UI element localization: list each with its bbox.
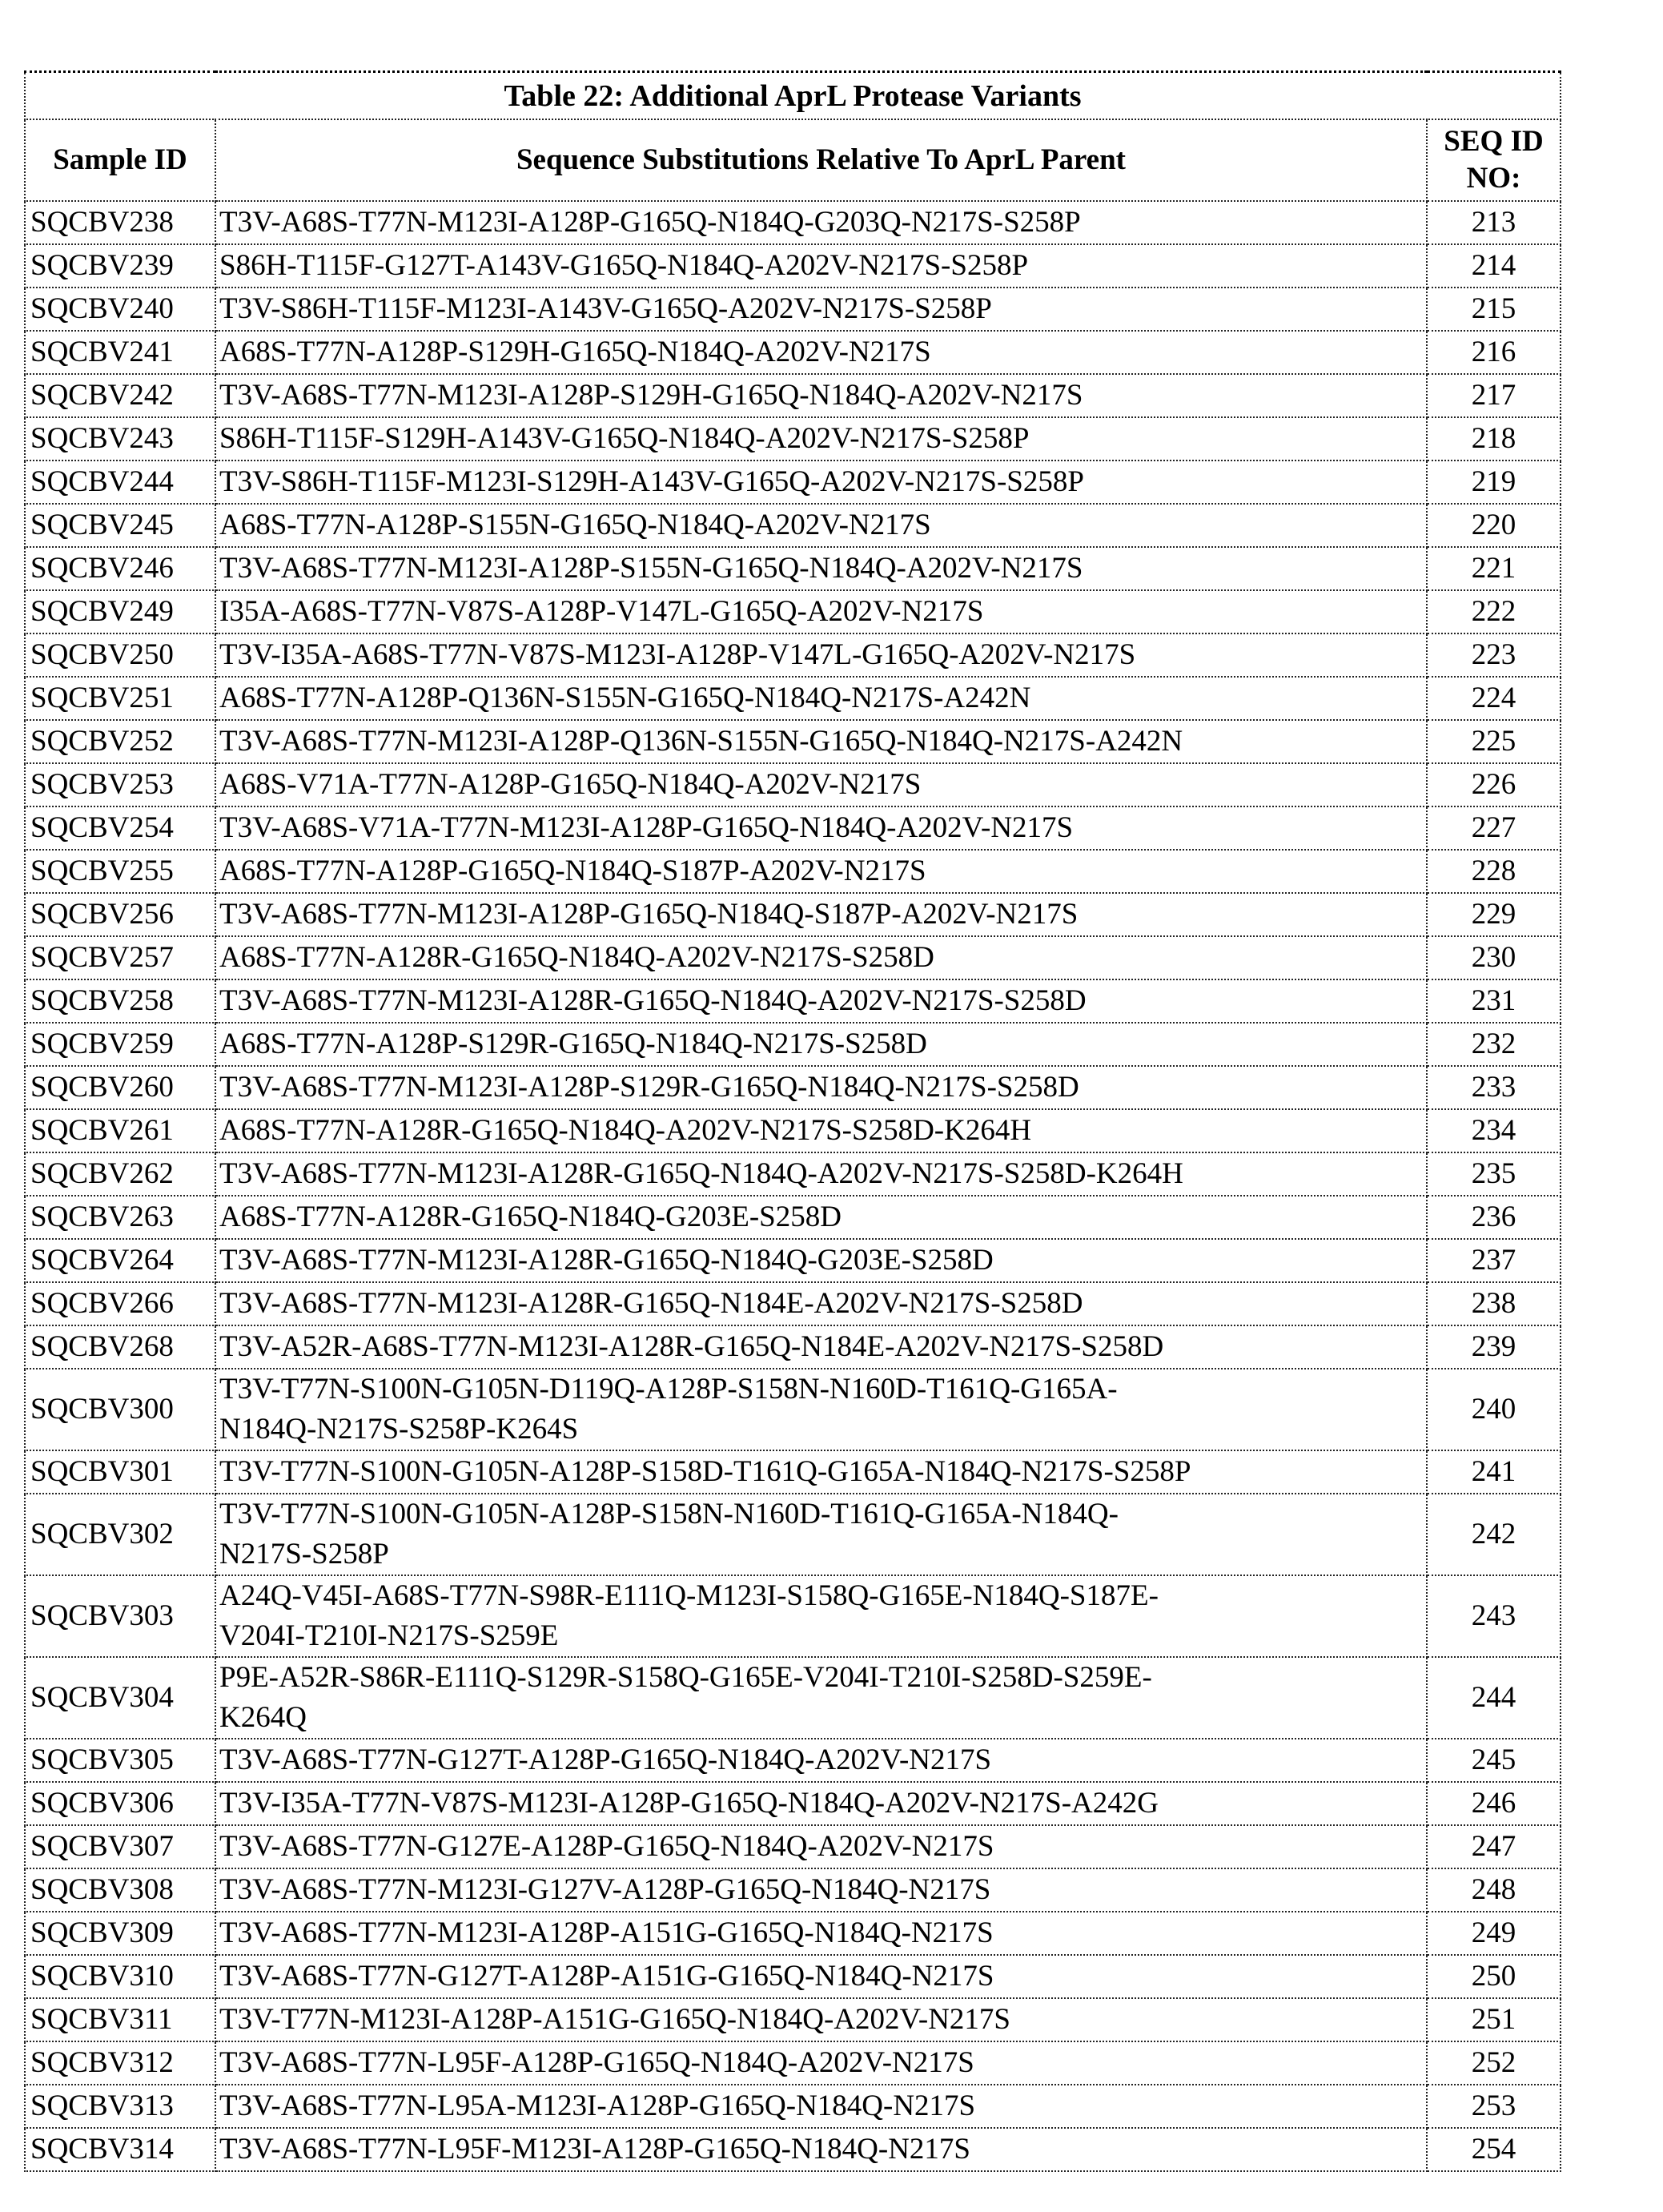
seq-id-cell: 214 — [1427, 244, 1561, 288]
sample-id-cell: SQCBV309 — [25, 1912, 215, 1955]
sample-id-cell: SQCBV304 — [25, 1657, 215, 1739]
substitutions-cell — [215, 1325, 1427, 1369]
table-row — [25, 1066, 1561, 1109]
seq-id-cell: 233 — [1427, 1066, 1561, 1109]
substitutions-cell — [215, 1066, 1427, 1109]
substitutions-cell — [215, 2085, 1427, 2128]
sample-id-cell: SQCBV301 — [25, 1450, 215, 1494]
sample-id-cell: SQCBV263 — [25, 1196, 215, 1239]
table-row — [25, 1152, 1561, 1196]
seq-id-cell: 223 — [1427, 633, 1561, 677]
seq-id-cell: 227 — [1427, 806, 1561, 850]
table-row — [25, 2128, 1561, 2171]
substitutions-text: T3V-A68S-T77N-M123I-A128P-Q136N-S155N-G165Q-N184Q-N217S-A242N — [219, 725, 1183, 758]
sample-id-cell: SQCBV239 — [25, 244, 215, 288]
substitutions-text: T3V-A68S-T77N-L95F-A128P-G165Q-N184Q-A202V-N217S — [219, 2046, 974, 2079]
substitutions-cell — [215, 1494, 1427, 1575]
substitutions-cell — [215, 1657, 1427, 1739]
table-row — [25, 1657, 1561, 1739]
seq-id-cell: 229 — [1427, 893, 1561, 936]
table-row — [25, 677, 1561, 720]
substitutions-text: A68S-T77N-A128R-G165Q-N184Q-A202V-N217S-S258D-K264H — [219, 1114, 1031, 1147]
seq-id-cell: 242 — [1427, 1494, 1561, 1575]
substitutions-cell — [215, 1369, 1427, 1450]
table-body — [25, 201, 1561, 2171]
substitutions-cell — [215, 547, 1427, 590]
sample-id-cell: SQCBV311 — [25, 1998, 215, 2041]
table-row — [25, 633, 1561, 677]
seq-id-cell: 217 — [1427, 374, 1561, 417]
seq-id-cell: 219 — [1427, 460, 1561, 504]
seq-id-cell: 251 — [1427, 1998, 1561, 2041]
substitutions-cell — [215, 1152, 1427, 1196]
sample-id-cell: SQCBV255 — [25, 850, 215, 893]
substitutions-text: A68S-T77N-A128P-Q136N-S155N-G165Q-N184Q-N217S-A242N — [219, 682, 1030, 714]
seq-id-cell: 216 — [1427, 331, 1561, 374]
substitutions-cell — [215, 374, 1427, 417]
substitutions-text: T3V-I35A-A68S-T77N-V87S-M123I-A128P-V147L-G165Q-A202V-N217S — [219, 638, 1135, 671]
substitutions-text: T3V-A68S-T77N-M123I-A128R-G165Q-N184Q-A202V-N217S-S258D-K264H — [219, 1157, 1183, 1190]
seq-id-cell: 232 — [1427, 1023, 1561, 1066]
table-row — [25, 763, 1561, 806]
sample-id-cell: SQCBV313 — [25, 2085, 215, 2128]
table-header-row — [25, 119, 1561, 201]
table-row — [25, 2041, 1561, 2085]
substitutions-cell — [215, 2041, 1427, 2085]
substitutions-cell — [215, 1023, 1427, 1066]
seq-id-cell: 254 — [1427, 2128, 1561, 2171]
substitutions-text: T3V-A68S-T77N-M123I-A128R-G165Q-N184E-A202V-N217S-S258D — [219, 1287, 1083, 1320]
sample-id-cell: SQCBV312 — [25, 2041, 215, 2085]
table-row — [25, 806, 1561, 850]
table-row — [25, 1739, 1561, 1782]
substitutions-cell — [215, 201, 1427, 244]
table-row — [25, 1325, 1561, 1369]
header-substitutions: Sequence Substitutions Relative To AprL Parent — [215, 119, 1427, 201]
table-title: Table 22: Additional AprL Protease Variants — [25, 72, 1561, 120]
seq-id-cell: 238 — [1427, 1282, 1561, 1325]
substitutions-text: T3V-A68S-T77N-M123I-A128P-S129H-G165Q-N184Q-A202V-N217S — [219, 379, 1083, 412]
seq-id-cell: 222 — [1427, 590, 1561, 633]
substitutions-cell — [215, 806, 1427, 850]
table-row — [25, 1825, 1561, 1868]
seq-id-cell: 213 — [1427, 201, 1561, 244]
table-row — [25, 1575, 1561, 1657]
substitutions-text: A68S-T77N-A128P-G165Q-N184Q-S187P-A202V-N217S — [219, 855, 926, 887]
substitutions-text: T3V-A68S-T77N-M123I-A128R-G165Q-N184Q-A202V-N217S-S258D — [219, 984, 1087, 1017]
table-row — [25, 1998, 1561, 2041]
table-row — [25, 288, 1561, 331]
table-row — [25, 1239, 1561, 1282]
substitutions-cell — [215, 763, 1427, 806]
sample-id-cell: SQCBV261 — [25, 1109, 215, 1152]
table-row — [25, 1450, 1561, 1494]
sample-id-cell: SQCBV268 — [25, 1325, 215, 1369]
seq-id-cell: 221 — [1427, 547, 1561, 590]
table-row — [25, 2085, 1561, 2128]
table-row — [25, 417, 1561, 460]
substitutions-text: A68S-T77N-A128P-S129H-G165Q-N184Q-A202V-N217S — [219, 336, 931, 368]
substitutions-text: T3V-A52R-A68S-T77N-M123I-A128R-G165Q-N184E-A202V-N217S-S258D — [219, 1330, 1163, 1363]
substitutions-cell — [215, 504, 1427, 547]
seq-id-cell: 239 — [1427, 1325, 1561, 1369]
substitutions-text: S86H-T115F-G127T-A143V-G165Q-N184Q-A202V-N217S-S258P — [219, 249, 1028, 282]
table-row — [25, 1955, 1561, 1998]
substitutions-cell — [215, 633, 1427, 677]
substitutions-text: T3V-A68S-T77N-L95A-M123I-A128P-G165Q-N184Q-N217S — [219, 2089, 975, 2122]
substitutions-cell — [215, 936, 1427, 979]
substitutions-text-continued: V204I-T210I-N217S-S259E — [219, 1619, 558, 1652]
table-row — [25, 720, 1561, 763]
table-row — [25, 1282, 1561, 1325]
substitutions-text: T3V-A68S-V71A-T77N-M123I-A128P-G165Q-N184Q-A202V-N217S — [219, 811, 1073, 844]
seq-id-cell: 218 — [1427, 417, 1561, 460]
seq-id-cell: 228 — [1427, 850, 1561, 893]
substitutions-cell — [215, 417, 1427, 460]
table-row — [25, 547, 1561, 590]
substitutions-text: S86H-T115F-S129H-A143V-G165Q-N184Q-A202V-N217S-S258P — [219, 422, 1029, 455]
seq-id-cell: 250 — [1427, 1955, 1561, 1998]
header-sample-id: Sample ID — [25, 119, 215, 201]
sample-id-cell: SQCBV264 — [25, 1239, 215, 1282]
sample-id-cell: SQCBV259 — [25, 1023, 215, 1066]
substitutions-text: T3V-A68S-T77N-G127T-A128P-G165Q-N184Q-A202V-N217S — [219, 1743, 991, 1776]
table-row — [25, 1369, 1561, 1450]
substitutions-cell — [215, 979, 1427, 1023]
seq-id-cell: 245 — [1427, 1739, 1561, 1782]
sample-id-cell: SQCBV310 — [25, 1955, 215, 1998]
table-row — [25, 979, 1561, 1023]
table-row — [25, 201, 1561, 244]
substitutions-cell — [215, 2128, 1427, 2171]
substitutions-text: A68S-V71A-T77N-A128P-G165Q-N184Q-A202V-N217S — [219, 768, 921, 801]
substitutions-text: A24Q-V45I-A68S-T77N-S98R-E111Q-M123I-S158Q-G165E-N184Q-S187E- — [219, 1579, 1159, 1612]
table-row — [25, 504, 1561, 547]
sample-id-cell: SQCBV303 — [25, 1575, 215, 1657]
sample-id-cell: SQCBV300 — [25, 1369, 215, 1450]
seq-id-cell: 224 — [1427, 677, 1561, 720]
substitutions-text-continued: N184Q-N217S-S258P-K264S — [219, 1413, 578, 1446]
substitutions-cell — [215, 1109, 1427, 1152]
sample-id-cell: SQCBV238 — [25, 201, 215, 244]
seq-id-cell: 226 — [1427, 763, 1561, 806]
substitutions-text: T3V-S86H-T115F-M123I-S129H-A143V-G165Q-A202V-N217S-S258P — [219, 465, 1084, 498]
substitutions-text: T3V-A68S-T77N-M123I-A128P-G165Q-N184Q-G203Q-N217S-S258P — [219, 206, 1081, 239]
sample-id-cell: SQCBV245 — [25, 504, 215, 547]
seq-id-cell: 220 — [1427, 504, 1561, 547]
substitutions-cell — [215, 893, 1427, 936]
seq-id-cell: 234 — [1427, 1109, 1561, 1152]
substitutions-text: T3V-T77N-S100N-G105N-A128P-S158D-T161Q-G165A-N184Q-N217S-S258P — [219, 1455, 1191, 1488]
seq-id-cell: 235 — [1427, 1152, 1561, 1196]
substitutions-text: I35A-A68S-T77N-V87S-A128P-V147L-G165Q-A202V-N217S — [219, 595, 983, 628]
substitutions-text: T3V-A68S-T77N-M123I-G127V-A128P-G165Q-N184Q-N217S — [219, 1873, 990, 1906]
sample-id-cell: SQCBV250 — [25, 633, 215, 677]
substitutions-text: P9E-A52R-S86R-E111Q-S129R-S158Q-G165E-V204I-T210I-S258D-S259E- — [219, 1661, 1152, 1694]
seq-id-cell: 247 — [1427, 1825, 1561, 1868]
table-row — [25, 1109, 1561, 1152]
seq-id-cell: 225 — [1427, 720, 1561, 763]
substitutions-cell — [215, 1239, 1427, 1282]
table-row — [25, 936, 1561, 979]
substitutions-text: T3V-A68S-T77N-G127T-A128P-A151G-G165Q-N184Q-N217S — [219, 1960, 994, 1993]
table-row — [25, 1912, 1561, 1955]
seq-id-cell: 246 — [1427, 1782, 1561, 1825]
table-row — [25, 590, 1561, 633]
sample-id-cell: SQCBV249 — [25, 590, 215, 633]
substitutions-cell — [215, 460, 1427, 504]
substitutions-text: T3V-T77N-M123I-A128P-A151G-G165Q-N184Q-A202V-N217S — [219, 2003, 1010, 2036]
sample-id-cell: SQCBV243 — [25, 417, 215, 460]
table-row — [25, 1023, 1561, 1066]
seq-id-cell: 230 — [1427, 936, 1561, 979]
substitutions-cell — [215, 1782, 1427, 1825]
substitutions-text: T3V-A68S-T77N-M123I-A128P-G165Q-N184Q-S187P-A202V-N217S — [219, 898, 1078, 931]
table-row — [25, 893, 1561, 936]
sample-id-cell: SQCBV314 — [25, 2128, 215, 2171]
substitutions-text: T3V-T77N-S100N-G105N-D119Q-A128P-S158N-N160D-T161Q-G165A- — [219, 1373, 1118, 1406]
substitutions-text: T3V-I35A-T77N-V87S-M123I-A128P-G165Q-N184Q-A202V-N217S-A242G — [219, 1787, 1159, 1820]
sample-id-cell: SQCBV306 — [25, 1782, 215, 1825]
substitutions-text: A68S-T77N-A128P-S155N-G165Q-N184Q-A202V-N217S — [219, 509, 931, 541]
table-row — [25, 1196, 1561, 1239]
seq-id-cell: 231 — [1427, 979, 1561, 1023]
sample-id-cell: SQCBV258 — [25, 979, 215, 1023]
sample-id-cell: SQCBV246 — [25, 547, 215, 590]
substitutions-cell — [215, 1575, 1427, 1657]
table-row — [25, 1494, 1561, 1575]
substitutions-cell — [215, 1825, 1427, 1868]
table-row — [25, 244, 1561, 288]
seq-id-cell: 215 — [1427, 288, 1561, 331]
seq-id-cell: 236 — [1427, 1196, 1561, 1239]
seq-id-cell: 241 — [1427, 1450, 1561, 1494]
sample-id-cell: SQCBV240 — [25, 288, 215, 331]
substitutions-cell — [215, 331, 1427, 374]
header-seq-id: SEQ ID NO: — [1427, 119, 1561, 201]
seq-id-cell: 253 — [1427, 2085, 1561, 2128]
substitutions-text: T3V-A68S-T77N-M123I-A128P-S129R-G165Q-N184Q-N217S-S258D — [219, 1071, 1079, 1104]
substitutions-cell — [215, 244, 1427, 288]
substitutions-cell — [215, 720, 1427, 763]
table-row — [25, 460, 1561, 504]
sample-id-cell: SQCBV244 — [25, 460, 215, 504]
sample-id-cell: SQCBV260 — [25, 1066, 215, 1109]
substitutions-cell — [215, 590, 1427, 633]
table-row — [25, 1782, 1561, 1825]
table-row — [25, 374, 1561, 417]
substitutions-text: T3V-A68S-T77N-L95F-M123I-A128P-G165Q-N184Q-N217S — [219, 2133, 970, 2166]
substitutions-cell — [215, 288, 1427, 331]
seq-id-cell: 237 — [1427, 1239, 1561, 1282]
substitutions-text: T3V-A68S-T77N-G127E-A128P-G165Q-N184Q-A202V-N217S — [219, 1830, 994, 1863]
substitutions-cell — [215, 1998, 1427, 2041]
sample-id-cell: SQCBV254 — [25, 806, 215, 850]
substitutions-cell — [215, 677, 1427, 720]
table-row — [25, 1868, 1561, 1912]
table-row — [25, 850, 1561, 893]
substitutions-text-continued: K264Q — [219, 1701, 307, 1734]
substitutions-cell — [215, 1739, 1427, 1782]
substitutions-cell — [215, 1196, 1427, 1239]
substitutions-text: A68S-T77N-A128P-S129R-G165Q-N184Q-N217S-S258D — [219, 1028, 927, 1060]
sample-id-cell: SQCBV308 — [25, 1868, 215, 1912]
sample-id-cell: SQCBV242 — [25, 374, 215, 417]
seq-id-cell: 252 — [1427, 2041, 1561, 2085]
table-row — [25, 331, 1561, 374]
substitutions-text: T3V-A68S-T77N-M123I-A128P-A151G-G165Q-N184Q-N217S — [219, 1916, 994, 1949]
substitutions-cell — [215, 1912, 1427, 1955]
seq-id-cell: 249 — [1427, 1912, 1561, 1955]
sample-id-cell: SQCBV307 — [25, 1825, 215, 1868]
sample-id-cell: SQCBV241 — [25, 331, 215, 374]
sample-id-cell: SQCBV253 — [25, 763, 215, 806]
table-title-row — [25, 72, 1561, 120]
sample-id-cell: SQCBV257 — [25, 936, 215, 979]
substitutions-cell — [215, 1868, 1427, 1912]
substitutions-text: T3V-S86H-T115F-M123I-A143V-G165Q-A202V-N217S-S258P — [219, 292, 992, 325]
substitutions-text-continued: N217S-S258P — [219, 1538, 389, 1571]
substitutions-cell — [215, 1955, 1427, 1998]
sample-id-cell: SQCBV305 — [25, 1739, 215, 1782]
substitutions-text: T3V-A68S-T77N-M123I-A128P-S155N-G165Q-N184Q-A202V-N217S — [219, 552, 1083, 585]
sample-id-cell: SQCBV266 — [25, 1282, 215, 1325]
seq-id-cell: 240 — [1427, 1369, 1561, 1450]
sample-id-cell: SQCBV256 — [25, 893, 215, 936]
substitutions-text: T3V-A68S-T77N-M123I-A128R-G165Q-N184Q-G203E-S258D — [219, 1244, 994, 1277]
sample-id-cell: SQCBV251 — [25, 677, 215, 720]
sample-id-cell: SQCBV252 — [25, 720, 215, 763]
substitutions-cell — [215, 1450, 1427, 1494]
sample-id-cell: SQCBV302 — [25, 1494, 215, 1575]
seq-id-cell: 248 — [1427, 1868, 1561, 1912]
seq-id-cell: 243 — [1427, 1575, 1561, 1657]
seq-id-cell: 244 — [1427, 1657, 1561, 1739]
substitutions-cell — [215, 1282, 1427, 1325]
substitutions-text: A68S-T77N-A128R-G165Q-N184Q-A202V-N217S-S258D — [219, 941, 934, 974]
substitutions-cell — [215, 850, 1427, 893]
substitutions-text: A68S-T77N-A128R-G165Q-N184Q-G203E-S258D — [219, 1201, 842, 1233]
variants-table — [24, 70, 1561, 2172]
sample-id-cell: SQCBV262 — [25, 1152, 215, 1196]
substitutions-text: T3V-T77N-S100N-G105N-A128P-S158N-N160D-T161Q-G165A-N184Q- — [219, 1498, 1119, 1530]
